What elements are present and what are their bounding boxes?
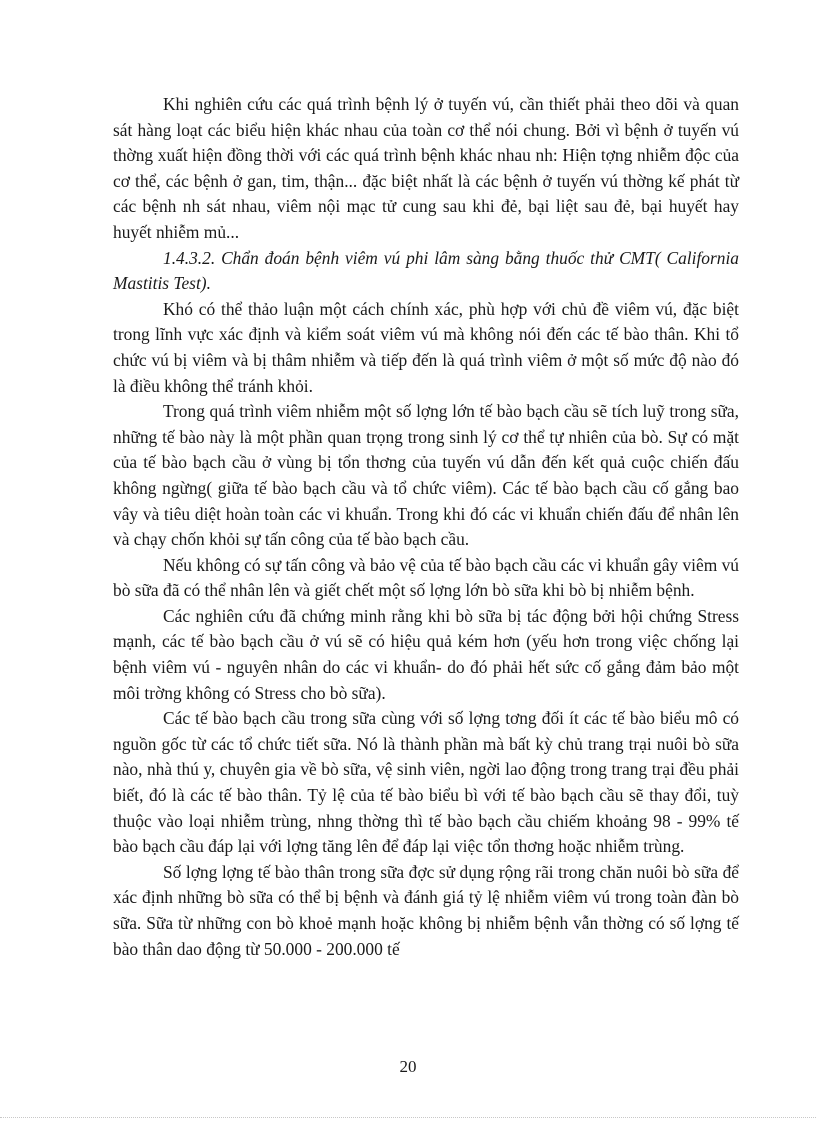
paragraph-defense: Nếu không có sự tấn công và bảo vệ của tế bào bạch cầu các vi khuẩn gây viêm vú bò sữa đã có thể nhân lên và giết chết một số lợng lớn bò sữa khi bò bị nhiễm bệnh. bbox=[113, 554, 739, 601]
section-heading-cmt: 1.4.3.2. Chẩn đoán bệnh viêm vú phi lâm sàng bằng thuốc thử CMT( California Mastitis Test). bbox=[113, 247, 739, 294]
document-body bbox=[113, 92, 739, 962]
page-bottom-divider bbox=[0, 1117, 816, 1118]
page-number: 20 bbox=[399, 1057, 417, 1076]
paragraph-intro: Khi nghiên cứu các quá trình bệnh lý ở tuyến vú, cần thiết phải theo dõi và quan sát hàng loạt các biểu hiện khác nhau của toàn cơ thể nói chung. Bởi vì bệnh ở tuyến vú thờng xuất hiện đồng thời với các quá trình bệnh khác nhau nh: Hiện tợng nhiễm độc của cơ thể, các bệnh ở gan, tim, thận... đặc biệt nhất là các bệnh ở tuyến vú thờng kế phát từ các bệnh nh sát nhau, viêm nội mạc tử cung sau khi đẻ, bại liệt sau đẻ, bại huyết hay huyết nhiễm mủ... bbox=[113, 94, 739, 242]
paragraph-epithelial: Các tế bào bạch cầu trong sữa cùng với số lợng tơng đối ít các tế bào biểu mô có nguồn gốc từ các tổ chức tiết sữa. Nó là thành phần mà bất kỳ chủ trang trại nuôi bò sữa nào, nhà thú y, chuyên gia về bò sữa, vệ sinh viên, ngời lao động trong trang trại đều phải biết, đó là các tế bào thân. Tỷ lệ của tế bào biểu bì với tế bào bạch cầu sẽ thay đổi, tuỳ thuộc vào loại nhiễm trùng, nhng thờng thì tế bào bạch cầu chiếm khoảng 98 - 99% tế bào bạch cầu đáp lại với lợng tăng lên để đáp lại việc tổn thơng hoặc nhiễm trùng. bbox=[113, 708, 739, 857]
paragraph-somatic-cells: Khó có thể thảo luận một cách chính xác, phù hợp với chủ đề viêm vú, đặc biệt trong lĩnh vực xác định và kiểm soát viêm vú mà không nói đến các tế bào thân. Khi tổ chức vú bị viêm và bị thâm nhiễm và tiếp đến là quá trình viêm ở một số mức độ nào đó là điều không thể tránh khỏi. bbox=[113, 298, 739, 396]
paragraph-cell-count: Số lợng lợng tế bào thân trong sữa đợc sử dụng rộng rãi trong chăn nuôi bò sữa để xác định những bò sữa có thể bị bệnh và đánh giá tỷ lệ nhiễm viêm vú trong toàn đàn bò sữa. Sữa từ những con bò khoẻ mạnh hoặc không bị nhiễm bệnh vẫn thờng có số lợng tế bào thân dao động từ 50.000 - 200.000 tế bbox=[113, 861, 739, 959]
paragraph-stress: Các nghiên cứu đã chứng minh rằng khi bò sữa bị tác động bởi hội chứng Stress mạnh, các tế bào bạch cầu ở vú sẽ có hiệu quả kém hơn (yếu hơn trong việc chống lại bệnh viêm vú - nguyên nhân do các vi khuẩn- do đó phải hết sức cố gắng đảm bảo một môi trờng không có Stress cho bò sữa). bbox=[113, 605, 739, 703]
paragraph-inflammation: Trong quá trình viêm nhiễm một số lợng lớn tế bào bạch cầu sẽ tích luỹ trong sữa, những tế bào này là một phần quan trọng trong sinh lý cơ thể tự nhiên của bò. Sự có mặt của tế bào bạch cầu ở vùng bị tổn thơng của tuyến vú dẫn đến kết quả cuộc chiến đấu không ngừng( giữa tế bào bạch cầu và tổ chức viêm). Các tế bào bạch cầu cố gắng bao vây và tiêu diệt hoàn toàn các vi khuẩn. Trong khi đó các vi khuẩn chiến đấu để nhân lên và chạy chốn khỏi sự tấn công của tế bào bạch cầu. bbox=[113, 401, 739, 550]
